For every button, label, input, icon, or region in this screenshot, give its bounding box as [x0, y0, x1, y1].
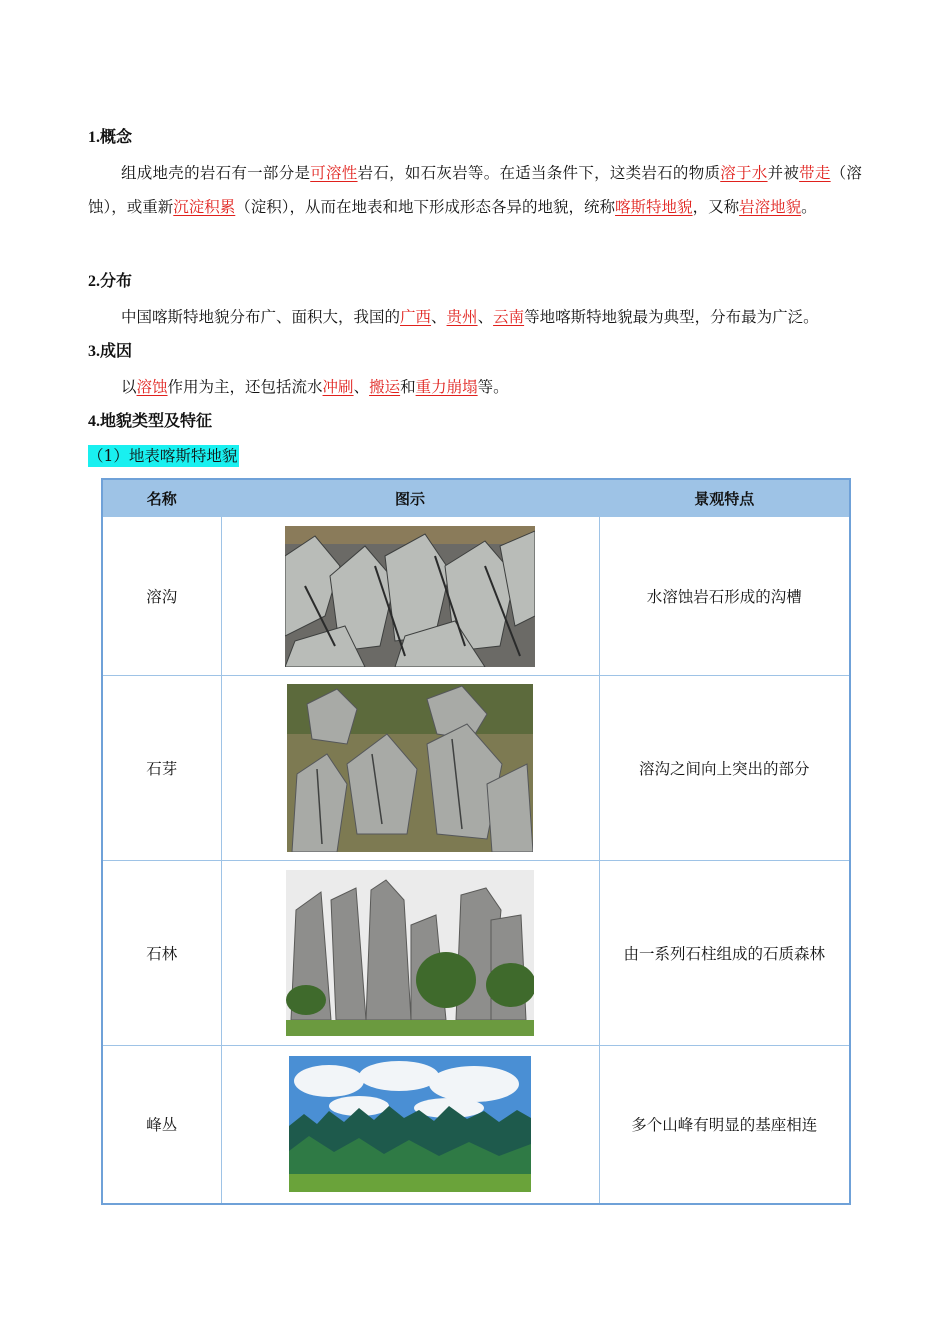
text-run: 、	[477, 308, 494, 326]
landform-image-cell	[221, 676, 599, 861]
keyword: 贵州	[446, 308, 478, 326]
text-run: 以	[121, 378, 137, 396]
landform-name: 石芽	[102, 676, 221, 861]
keyword: 沉淀积累	[173, 198, 236, 216]
keyword: 云南	[493, 308, 525, 326]
text-run: 并被	[767, 164, 800, 182]
text-run: 等。	[477, 378, 509, 396]
table-row	[102, 676, 850, 861]
text-run: 作用为主，还包括流水	[167, 378, 323, 396]
paragraph-concept	[88, 156, 862, 224]
header-image: 图示	[221, 479, 599, 517]
text-run: ，又称	[692, 198, 740, 216]
landform-table	[101, 478, 851, 1205]
text-run: 中国喀斯特地貌分布广、面积大，我国的	[121, 308, 401, 326]
landform-feature: 由一系列石柱组成的石质森林	[599, 861, 850, 1046]
text-run: 、	[431, 308, 447, 326]
landform-image-cell	[221, 861, 599, 1046]
karst-groove-photo	[285, 526, 535, 667]
table-row	[102, 1046, 850, 1204]
keyword: 冲刷	[322, 378, 354, 396]
text-run: 岩石，如石灰岩等。在适当条件下，这类岩石的物质	[357, 164, 721, 182]
text-run: 。	[801, 198, 817, 216]
keyword: 喀斯特地貌	[615, 198, 693, 216]
heading-distribution: 2.分布	[88, 273, 133, 290]
keyword: 溶于水	[720, 164, 768, 182]
header-feature: 景观特点	[599, 479, 850, 517]
landform-name: 溶沟	[102, 517, 221, 676]
stone-bud-photo	[287, 684, 533, 852]
landform-name: 峰丛	[102, 1046, 221, 1204]
landform-name: 石林	[102, 861, 221, 1046]
heading-cause: 3.成因	[88, 343, 133, 360]
landform-feature: 溶沟之间向上突出的部分	[599, 676, 850, 861]
keyword: 岩溶地貌	[739, 198, 802, 216]
keyword: 搬运	[369, 378, 401, 396]
table-header-row	[102, 479, 850, 517]
heading-concept: 1.概念	[88, 129, 133, 146]
keyword: 可溶性	[310, 164, 358, 182]
landform-image-cell	[221, 1046, 599, 1204]
landform-image-cell	[221, 517, 599, 676]
heading-types: 4.地貌类型及特征	[88, 413, 213, 430]
keyword: 带走	[799, 164, 831, 182]
text-run: （溶蚀），或重新	[88, 164, 862, 216]
text-run: 和	[400, 378, 416, 396]
landform-feature: 多个山峰有明显的基座相连	[599, 1046, 850, 1204]
keyword: 溶蚀	[136, 378, 168, 396]
paragraph-distribution	[88, 300, 862, 334]
header-name: 名称	[102, 479, 221, 517]
stone-forest-photo	[286, 870, 534, 1036]
keyword: 广西	[400, 308, 432, 326]
text-run: 、	[353, 378, 370, 396]
peak-cluster-photo	[289, 1056, 531, 1192]
subheading-surface-karst: （1）地表喀斯特地貌	[88, 447, 238, 465]
table-row	[102, 517, 850, 676]
text-run: 等地喀斯特地貌最为典型，分布最为广泛。	[524, 308, 819, 326]
table-row	[102, 861, 850, 1046]
landform-feature: 水溶蚀岩石形成的沟槽	[599, 517, 850, 676]
text-run: 组成地壳的岩石有一部分是	[121, 164, 311, 182]
text-run: （淀积），从而在地表和地下形成形态各异的地貌，统称	[235, 198, 616, 216]
keyword: 重力崩塌	[415, 378, 478, 396]
paragraph-cause	[88, 370, 862, 404]
